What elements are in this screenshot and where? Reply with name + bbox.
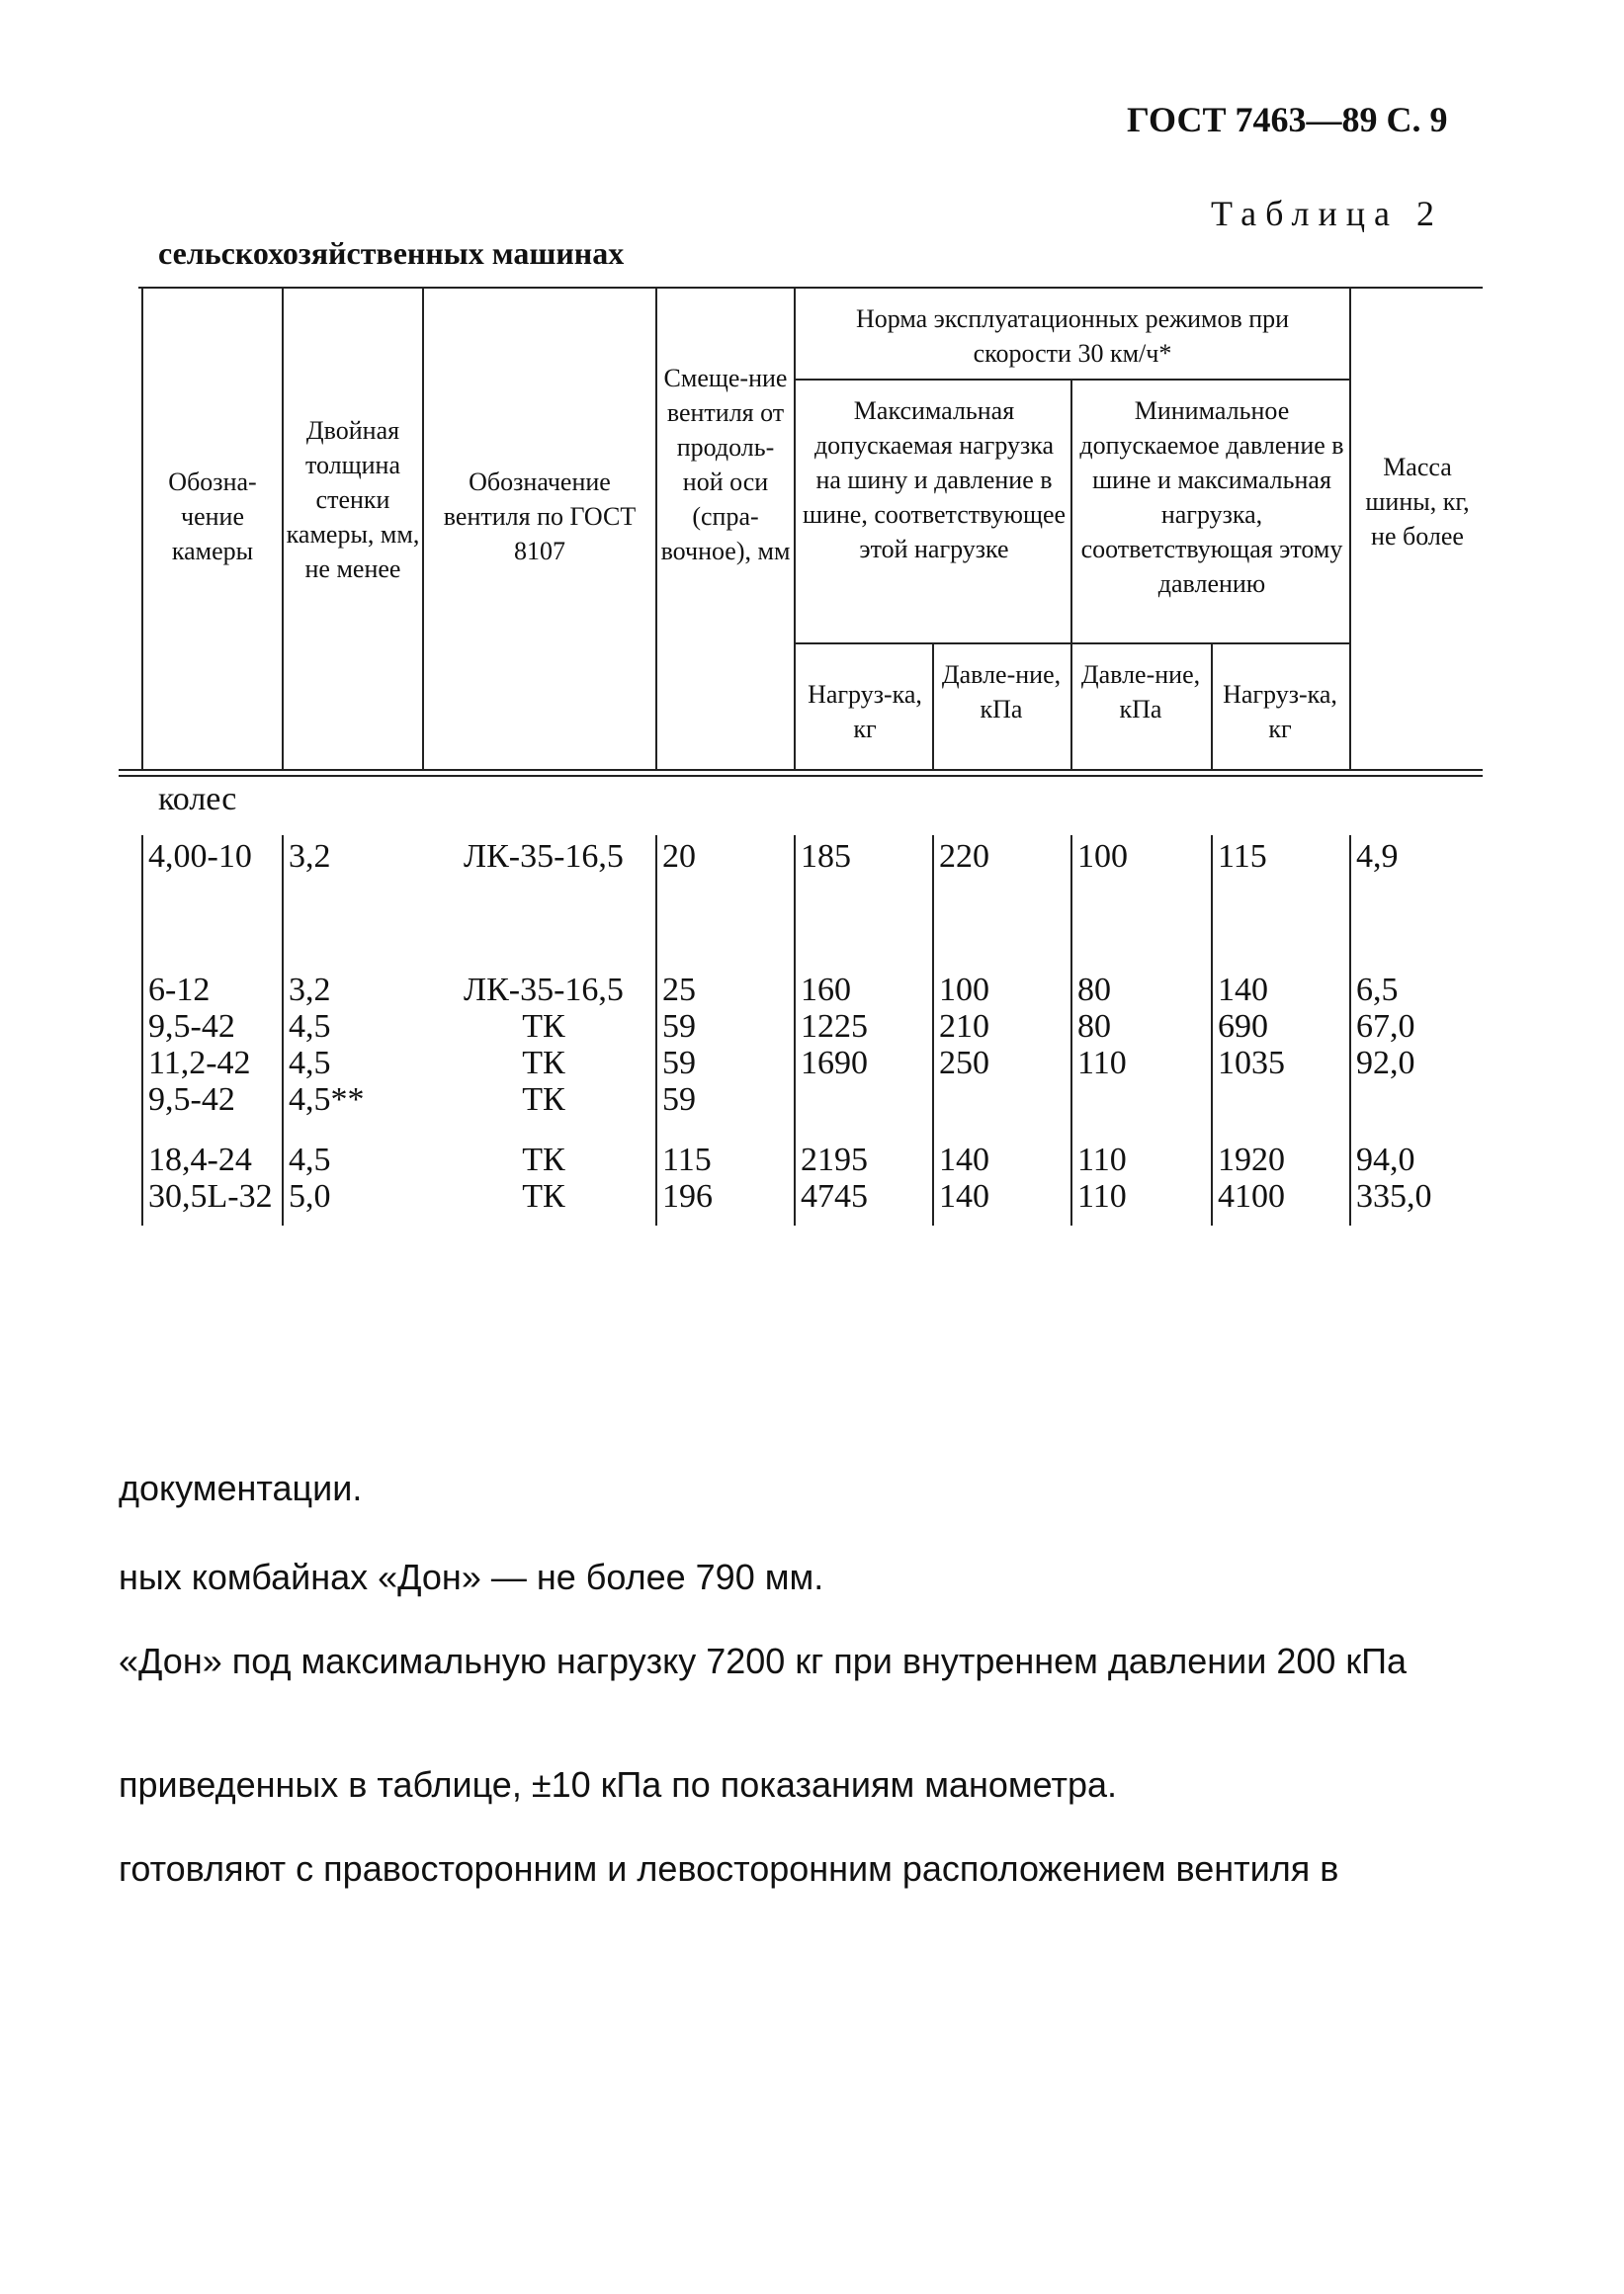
body-divider-6 xyxy=(932,835,934,1226)
cell-max-pressure: 140 xyxy=(939,1142,989,1178)
col-divider-9 xyxy=(1349,287,1351,769)
table-label: Таблица 2 xyxy=(1211,194,1443,233)
cell-max-load: 1225 xyxy=(801,1008,868,1045)
cell-thickness: 5,0 xyxy=(289,1178,331,1215)
cell-chamber: 11,2-42 xyxy=(148,1045,251,1081)
header-bottom-rule xyxy=(119,769,1483,771)
cell-chamber: 4,00-10 xyxy=(148,838,252,875)
cell-chamber: 9,5-42 xyxy=(148,1081,235,1118)
cell-mass: 67,0 xyxy=(1356,1008,1415,1045)
body-divider-1 xyxy=(141,835,143,1226)
cell-max-pressure: 250 xyxy=(939,1045,989,1081)
cell-max-load: 160 xyxy=(801,972,851,1008)
header-mass: Масса шины, кг, не более xyxy=(1365,453,1470,551)
page-header: ГОСТ 7463—89 С. 9 xyxy=(1127,100,1448,139)
header-bottom-rule-2 xyxy=(119,775,1483,777)
cell-max-load: 4745 xyxy=(801,1178,868,1215)
cell-mass: 335,0 xyxy=(1356,1178,1432,1215)
header-offset: Смеще-ние вентиля от продоль-ной оси (спра-вочное), мм xyxy=(660,364,791,565)
paragraph-3: «Дон» под максимальную нагрузку 7200 кг при внутреннем давлении 200 кПа xyxy=(119,1641,1408,1681)
cell-valve: ТК xyxy=(522,1178,565,1215)
cell-valve: ТК xyxy=(522,1045,565,1081)
col-divider-4 xyxy=(655,287,657,769)
cell-offset: 25 xyxy=(662,972,696,1008)
col-divider-6 xyxy=(932,642,934,769)
paragraph-5: готовляют с правосторонним и левосторонним расположением вентиля в xyxy=(119,1848,1339,1889)
cell-thickness: 4,5 xyxy=(289,1142,331,1178)
cell-min-load: 1035 xyxy=(1218,1045,1285,1081)
cell-min-load: 4100 xyxy=(1218,1178,1285,1215)
cell-offset: 115 xyxy=(662,1142,712,1178)
cell-thickness: 3,2 xyxy=(289,972,331,1008)
col-divider-7 xyxy=(1070,379,1072,769)
col-divider-5 xyxy=(794,287,796,769)
cell-max-pressure: 210 xyxy=(939,1008,989,1045)
body-divider-8 xyxy=(1211,835,1213,1226)
cell-max-pressure: 220 xyxy=(939,838,989,875)
col-divider-1 xyxy=(141,287,143,769)
cell-thickness: 4,5 xyxy=(289,1008,331,1045)
cell-mass: 6,5 xyxy=(1356,972,1399,1008)
col-divider-3 xyxy=(422,287,424,769)
cell-thickness: 4,5** xyxy=(289,1081,365,1118)
header-chamber: Обозна-чение камеры xyxy=(168,467,257,565)
header-min-pressure: Давле-ние, кПа xyxy=(1080,660,1201,723)
cell-min-pressure: 80 xyxy=(1077,972,1111,1008)
cell-thickness: 3,2 xyxy=(289,838,331,875)
cell-offset: 59 xyxy=(662,1081,696,1118)
cell-offset: 59 xyxy=(662,1008,696,1045)
cell-chamber: 9,5-42 xyxy=(148,1008,235,1045)
header-max-pressure: Давле-ние, кПа xyxy=(941,660,1062,723)
body-divider-2 xyxy=(282,835,284,1226)
cell-valve: ТК xyxy=(522,1008,565,1045)
table-top-rule xyxy=(138,287,1483,289)
header-sub-min: Минимальное допускаемое давление в шине и максимальная нагрузка, соответствующая этому давлению xyxy=(1079,396,1344,598)
header-valve: Обозначение вентиля по ГОСТ 8107 xyxy=(443,467,637,565)
cell-min-pressure: 110 xyxy=(1077,1045,1127,1081)
cell-chamber: 30,5L-32 xyxy=(148,1178,273,1215)
cell-chamber: 18,4-24 xyxy=(148,1142,252,1178)
cell-valve: ТК xyxy=(522,1081,565,1118)
body-divider-5 xyxy=(794,835,796,1226)
cell-mass: 92,0 xyxy=(1356,1045,1415,1081)
cell-max-pressure: 100 xyxy=(939,972,989,1008)
cell-valve: ЛК-35-16,5 xyxy=(464,838,624,875)
table-title: сельскохозяйственных машинах xyxy=(158,235,625,271)
header-thickness: Двойная толщина стенки камеры, мм, не менее xyxy=(286,416,420,583)
cell-valve: ТК xyxy=(522,1142,565,1178)
body-divider-4 xyxy=(655,835,657,1226)
cell-min-load: 115 xyxy=(1218,838,1267,875)
cell-min-pressure: 100 xyxy=(1077,838,1128,875)
cell-max-pressure: 140 xyxy=(939,1178,989,1215)
cell-min-load: 140 xyxy=(1218,972,1268,1008)
cell-valve: ЛК-35-16,5 xyxy=(464,972,624,1008)
cell-min-pressure: 80 xyxy=(1077,1008,1111,1045)
body-divider-7 xyxy=(1070,835,1072,1226)
body-divider-9 xyxy=(1349,835,1351,1226)
cell-max-load: 2195 xyxy=(801,1142,868,1178)
cell-offset: 196 xyxy=(662,1178,713,1215)
cell-mass: 94,0 xyxy=(1356,1142,1415,1178)
cell-chamber: 6-12 xyxy=(148,972,211,1008)
paragraph-2: ных комбайнах «Дон» — не более 790 мм. xyxy=(119,1557,824,1597)
cell-mass: 4,9 xyxy=(1356,838,1399,875)
paragraph-1: документации. xyxy=(119,1468,363,1508)
cell-min-pressure: 110 xyxy=(1077,1178,1127,1215)
cell-thickness: 4,5 xyxy=(289,1045,331,1081)
header-sub-max: Максимальная допускаемая нагрузка на шину и давление в шине, соответствующее этой нагрузке xyxy=(802,396,1067,563)
cell-max-load: 185 xyxy=(801,838,851,875)
cell-min-pressure: 110 xyxy=(1077,1142,1127,1178)
header-max-load: Нагруз-ка, кг xyxy=(808,680,922,743)
col-divider-8 xyxy=(1211,642,1213,769)
header-group: Норма эксплуатационных режимов при скорости 30 км/ч* xyxy=(855,304,1290,368)
cell-max-load: 1690 xyxy=(801,1045,868,1081)
paragraph-4: приведенных в таблице, ±10 кПа по показаниям манометра. xyxy=(119,1764,1118,1805)
col-divider-2 xyxy=(282,287,284,769)
header-min-load: Нагруз-ка, кг xyxy=(1223,680,1337,743)
cell-offset: 20 xyxy=(662,838,696,875)
section-label: колес xyxy=(158,781,237,817)
cell-min-load: 1920 xyxy=(1218,1142,1285,1178)
cell-min-load: 690 xyxy=(1218,1008,1268,1045)
cell-offset: 59 xyxy=(662,1045,696,1081)
